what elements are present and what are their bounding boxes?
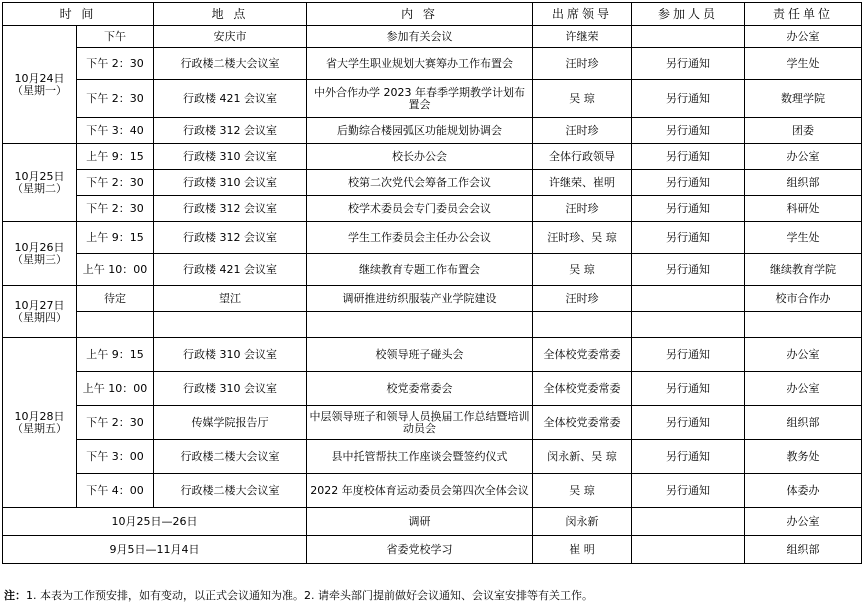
- event-time: 上午 9：15: [77, 338, 154, 372]
- event-content: 省大学生职业规划大赛筹办工作布置会: [307, 48, 533, 80]
- event-place: 行政楼 310 会议室: [154, 372, 307, 406]
- event-attendees: [632, 26, 745, 48]
- table-row: [3, 254, 862, 286]
- event-unit: 办公室: [745, 372, 862, 406]
- event-place: 行政楼 421 会议室: [154, 80, 307, 118]
- event-place: 行政楼 310 会议室: [154, 170, 307, 196]
- event-time: 上午 9：15: [77, 222, 154, 254]
- event-leader: 吴 琼: [533, 80, 632, 118]
- event-attendees: 另行通知: [632, 48, 745, 80]
- event-leader: 汪时珍: [533, 118, 632, 144]
- event-content: 2022 年度校体育运动委员会第四次全体会议: [307, 474, 533, 508]
- event-place: 望江: [154, 286, 307, 312]
- event-attendees: [632, 312, 745, 338]
- event-attendees: 另行通知: [632, 372, 745, 406]
- event-unit: 科研处: [745, 196, 862, 222]
- event-leader: 汪时珍、吴 琼: [533, 222, 632, 254]
- day-weekday: （星期三）: [12, 252, 67, 266]
- event-leader: 全体校党委常委: [533, 338, 632, 372]
- header-leader: 出席领导: [533, 3, 632, 26]
- event-unit: 学生处: [745, 222, 862, 254]
- event-unit: 办公室: [745, 338, 862, 372]
- event-attendees: 另行通知: [632, 144, 745, 170]
- event-unit: 学生处: [745, 48, 862, 80]
- footer-note: [4, 587, 860, 603]
- event-leader: 许继荣: [533, 26, 632, 48]
- event-unit: [745, 312, 862, 338]
- event-unit: 团委: [745, 118, 862, 144]
- event-place: 行政楼 312 会议室: [154, 222, 307, 254]
- event-attendees: 另行通知: [632, 338, 745, 372]
- span-leader: 崔 明: [533, 536, 632, 564]
- event-place: 安庆市: [154, 26, 307, 48]
- table-row: [3, 118, 862, 144]
- event-attendees: 另行通知: [632, 118, 745, 144]
- header-content: 内 容: [307, 3, 533, 26]
- event-time: 下午 2：30: [77, 196, 154, 222]
- table-row: [3, 312, 862, 338]
- event-place: 行政楼 310 会议室: [154, 338, 307, 372]
- schedule-body: [3, 26, 862, 564]
- event-time: 下午: [77, 26, 154, 48]
- event-content: 参加有关会议: [307, 26, 533, 48]
- day-date-cell: [3, 222, 77, 286]
- event-leader: 汪时珍: [533, 48, 632, 80]
- span-row: [3, 508, 862, 536]
- event-attendees: 另行通知: [632, 196, 745, 222]
- table-row: [3, 48, 862, 80]
- event-content: 学生工作委员会主任办公会议: [307, 222, 533, 254]
- span-leader: 闵永新: [533, 508, 632, 536]
- table-row: [3, 26, 862, 48]
- event-content: 继续教育专题工作布置会: [307, 254, 533, 286]
- event-content: 县中托管帮扶工作座谈会暨签约仪式: [307, 440, 533, 474]
- event-time: 下午 4：00: [77, 474, 154, 508]
- event-attendees: 另行通知: [632, 406, 745, 440]
- event-leader: 许继荣、崔明: [533, 170, 632, 196]
- event-time: [77, 312, 154, 338]
- event-time: 下午 2：30: [77, 406, 154, 440]
- span-content: 省委党校学习: [307, 536, 533, 564]
- event-unit: 办公室: [745, 144, 862, 170]
- day-date-cell: [3, 338, 77, 508]
- table-row: [3, 222, 862, 254]
- event-leader: 全体校党委常委: [533, 406, 632, 440]
- event-time: 上午 9：15: [77, 144, 154, 170]
- event-place: [154, 312, 307, 338]
- event-place: 传媒学院报告厅: [154, 406, 307, 440]
- day-date: 10月27日: [14, 298, 65, 312]
- span-unit: 办公室: [745, 508, 862, 536]
- table-row: [3, 144, 862, 170]
- event-time: 下午 2：30: [77, 80, 154, 118]
- span-content: 调研: [307, 508, 533, 536]
- span-period: 10月25日—26日: [3, 508, 307, 536]
- event-time: 上午 10：00: [77, 372, 154, 406]
- event-attendees: 另行通知: [632, 474, 745, 508]
- event-attendees: 另行通知: [632, 170, 745, 196]
- event-unit: 组织部: [745, 170, 862, 196]
- event-leader: 全体校党委常委: [533, 372, 632, 406]
- table-row: [3, 170, 862, 196]
- event-content: 调研推进纺织服装产业学院建设: [307, 286, 533, 312]
- event-place: 行政楼二楼大会议室: [154, 474, 307, 508]
- table-row: [3, 372, 862, 406]
- day-weekday: （星期四）: [12, 310, 67, 324]
- day-date-cell: [3, 26, 77, 144]
- event-unit: 数理学院: [745, 80, 862, 118]
- event-unit: 体委办: [745, 474, 862, 508]
- event-time: 下午 3：00: [77, 440, 154, 474]
- event-time: 上午 10：00: [77, 254, 154, 286]
- event-content: 校学术委员会专门委员会会议: [307, 196, 533, 222]
- span-attendees: [632, 536, 745, 564]
- event-attendees: [632, 286, 745, 312]
- day-date-cell: [3, 144, 77, 222]
- footer-label: 注：: [4, 589, 26, 602]
- event-content: 中外合作办学 2023 年春季学期教学计划布置会: [307, 80, 533, 118]
- event-content: 校第二次党代会筹备工作会议: [307, 170, 533, 196]
- event-place: 行政楼 421 会议室: [154, 254, 307, 286]
- table-row: [3, 440, 862, 474]
- header-row: [3, 3, 862, 26]
- event-place: 行政楼 312 会议室: [154, 118, 307, 144]
- event-place: 行政楼 310 会议室: [154, 144, 307, 170]
- day-date-cell: [3, 286, 77, 338]
- span-unit: 组织部: [745, 536, 862, 564]
- event-content: 校领导班子碰头会: [307, 338, 533, 372]
- event-unit: 组织部: [745, 406, 862, 440]
- table-row: [3, 406, 862, 440]
- event-time: 待定: [77, 286, 154, 312]
- day-date: 10月25日: [14, 169, 65, 183]
- day-date: 10月28日: [14, 409, 65, 423]
- event-content: 校长办公会: [307, 144, 533, 170]
- table-row: [3, 474, 862, 508]
- day-weekday: （星期一）: [12, 83, 67, 97]
- event-attendees: 另行通知: [632, 80, 745, 118]
- event-leader: 吴 琼: [533, 474, 632, 508]
- event-attendees: 另行通知: [632, 254, 745, 286]
- header-unit: 责任单位: [745, 3, 862, 26]
- day-weekday: （星期五）: [12, 421, 67, 435]
- event-leader: [533, 312, 632, 338]
- event-content: 后勤综合楼园弧区功能规划协调会: [307, 118, 533, 144]
- header-place: 地 点: [154, 3, 307, 26]
- event-place: 行政楼二楼大会议室: [154, 48, 307, 80]
- day-weekday: （星期二）: [12, 181, 67, 195]
- table-row: [3, 286, 862, 312]
- event-time: 下午 2：30: [77, 170, 154, 196]
- span-period: 9月5日—11月4日: [3, 536, 307, 564]
- event-attendees: 另行通知: [632, 440, 745, 474]
- span-row: [3, 536, 862, 564]
- schedule-table: [2, 2, 862, 564]
- event-unit: 办公室: [745, 26, 862, 48]
- day-date: 10月26日: [14, 240, 65, 254]
- event-leader: 闵永新、吴 琼: [533, 440, 632, 474]
- event-unit: 校市合作办: [745, 286, 862, 312]
- event-leader: 全体行政领导: [533, 144, 632, 170]
- span-attendees: [632, 508, 745, 536]
- event-content: 校党委常委会: [307, 372, 533, 406]
- event-unit: 继续教育学院: [745, 254, 862, 286]
- event-place: 行政楼 312 会议室: [154, 196, 307, 222]
- table-row: [3, 80, 862, 118]
- header-attendees: 参加人员: [632, 3, 745, 26]
- event-leader: 吴 琼: [533, 254, 632, 286]
- event-attendees: 另行通知: [632, 222, 745, 254]
- event-content: 中层领导班子和领导人员换届工作总结暨培训动员会: [307, 406, 533, 440]
- event-unit: 教务处: [745, 440, 862, 474]
- event-leader: 汪时珍: [533, 286, 632, 312]
- day-date: 10月24日: [14, 71, 65, 85]
- event-time: 下午 3：40: [77, 118, 154, 144]
- table-row: [3, 196, 862, 222]
- table-row: [3, 338, 862, 372]
- event-leader: 汪时珍: [533, 196, 632, 222]
- event-time: 下午 2：30: [77, 48, 154, 80]
- event-content: [307, 312, 533, 338]
- footer-text: 1. 本表为工作预安排，如有变动，以正式会议通知为准。2. 请牵头部门提前做好会议通知、会议室安排等有关工作。: [26, 589, 593, 602]
- event-place: 行政楼二楼大会议室: [154, 440, 307, 474]
- header-time: 时 间: [3, 3, 154, 26]
